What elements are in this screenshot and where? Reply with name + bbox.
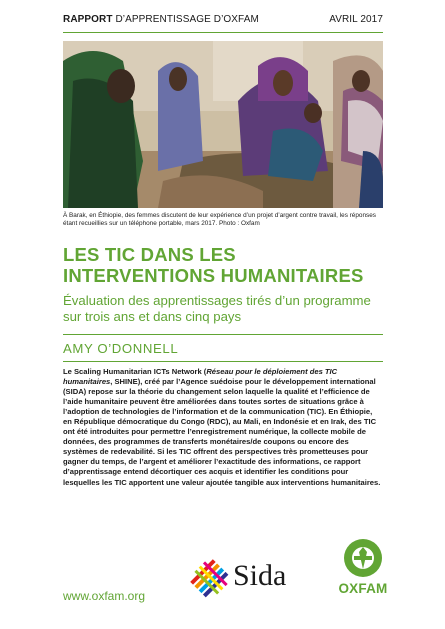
oxfam-wordmark: OXFAM xyxy=(338,581,388,596)
header-divider xyxy=(63,32,383,33)
report-title-line-1: LES TIC DANS LES xyxy=(63,244,236,265)
cover-photo xyxy=(63,41,383,208)
photo-caption: À Barak, en Éthiopie, des femmes discutent de leur expérience d’un projet d’argent contre travail, les réponses étant recueillies sur un téléphone portable, mars 2017. Photo : Oxfam xyxy=(63,212,376,228)
oxfam-logo xyxy=(333,538,393,602)
report-series-label: RAPPORT D’APPRENTISSAGE D’OXFAM xyxy=(63,14,259,25)
summary-italic: Réseau pour le déploiement des TIC humanitaires xyxy=(63,367,338,387)
report-summary xyxy=(63,367,383,488)
report-header xyxy=(63,14,383,25)
author-name: AMY O’DONNELL xyxy=(63,341,179,356)
report-date: AVRIL 2017 xyxy=(329,14,383,25)
report-title-line-2: INTERVENTIONS HUMANITAIRES xyxy=(63,265,364,286)
summary-part-1: Le Scaling Humanitarian ICTs Network ( xyxy=(63,367,207,376)
report-subtitle: Évaluation des apprentissages tirés d’un programme sur trois ans et dans cinq pays xyxy=(63,293,371,324)
subtitle-divider xyxy=(63,334,383,335)
author-divider xyxy=(63,361,383,362)
sida-logo xyxy=(190,556,305,600)
sida-wordmark: Sida xyxy=(233,559,287,592)
sida-mark-icon xyxy=(190,559,230,599)
summary-part-2: , SHINE), créé par l’Agence suédoise pour le développement international (SIDA) repose sur la théorie du changement selon laquelle la qualité et l’efficience de l’aide humanitaire peuvent être améliorées dans toutes sortes de situations grâce à l’adoption de technologies de l’information et de la communication (TIC). En Éthiopie, en République démocratique du Congo (RDC), au Mali, en Indonésie et en Irak, des TIC ont été introduites pour permettre l’enregistrement numérique, la collecte mobile de données, des programmes de transferts monétaires/de coupons ou encore des systèmes de redevabilité. Si les TIC offrent des perspectives très prometteuses pour gagner du temps, de l’argent et améliorer l’exactitude des informations, ce rapport d’apprentissage entend décortiquer ces acquis et identifier les conditions pour lesquelles les TIC apportent une valeur ajoutée tangible aux interventions humanitaires. xyxy=(63,377,381,487)
oxfam-mark-icon xyxy=(343,538,383,578)
oxfam-website-link[interactable]: www.oxfam.org xyxy=(63,589,146,603)
report-title xyxy=(63,244,383,286)
